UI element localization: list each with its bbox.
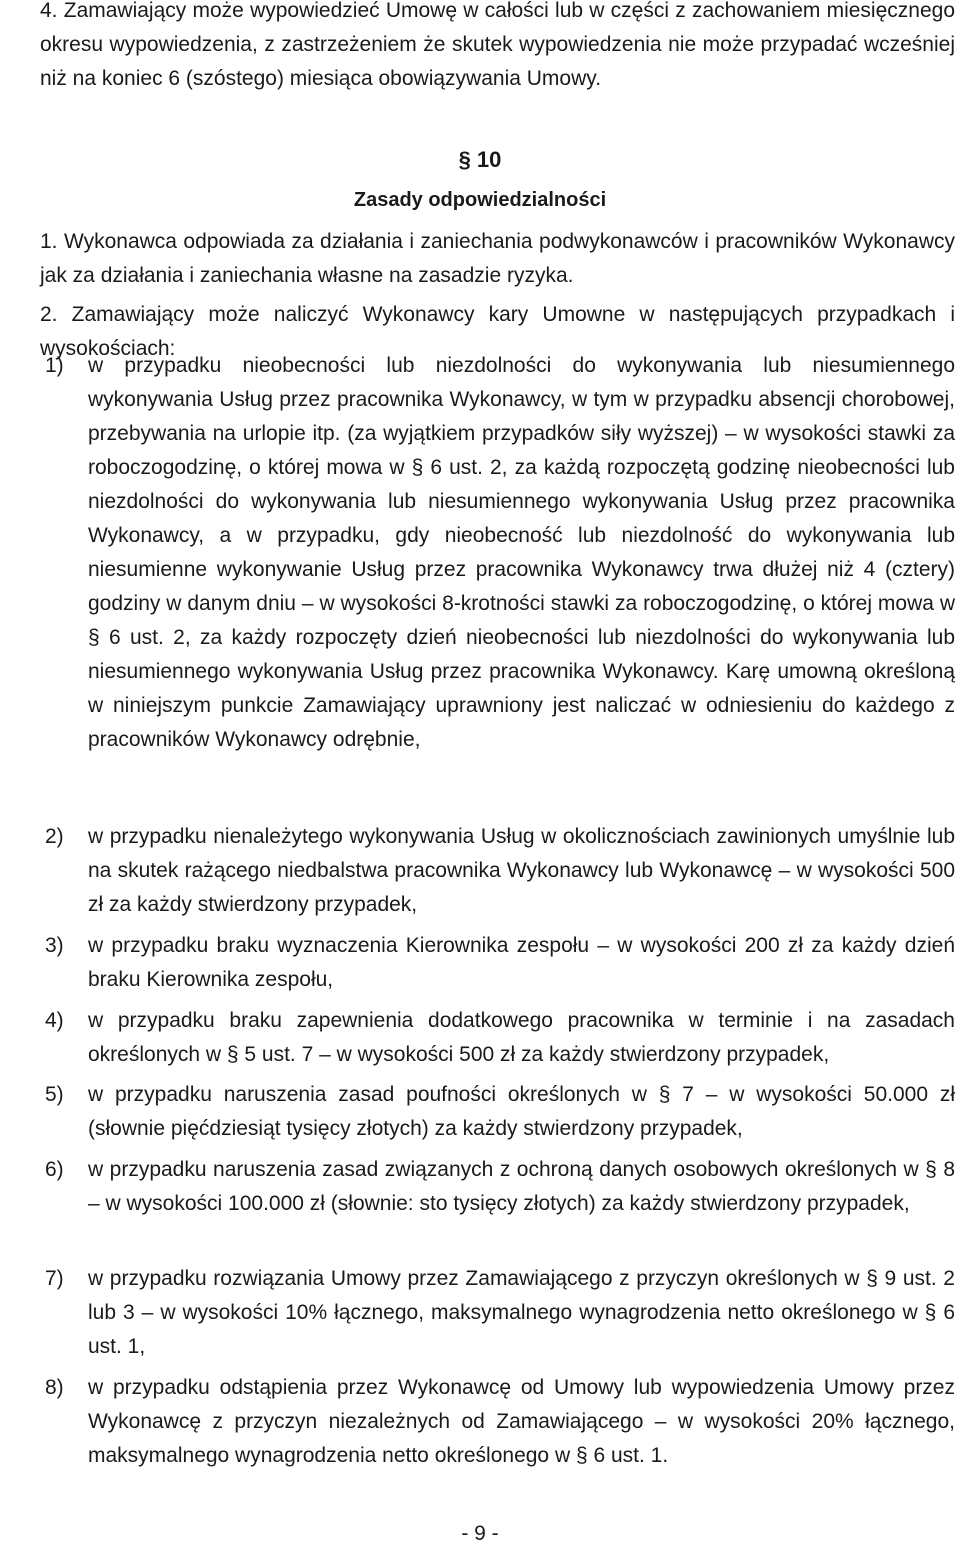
list-item-number: 5) — [45, 1083, 64, 1106]
list-item-text: w przypadku rozwiązania Umowy przez Zamawiającego z przyczyn określonych w § 9 ust. 2 lub 3 – w wysokości 10% łącznego, maksymalnego wynagrodzenia netto określonego w § 6 ust. 1, — [88, 1267, 955, 1358]
paragraph-2: 2. Zamawiający może naliczyć Wykonawcy kary Umowne w następujących przypadkach i wysokościach: — [40, 303, 955, 360]
section-number: § 10 — [458, 147, 502, 172]
page-number: - 9 - — [461, 1522, 499, 1545]
list-item-text: w przypadku odstąpienia przez Wykonawcę od Umowy lub wypowiedzenia Umowy przez Wykonawcę z przyczyn niezależnych od Zamawiającego – w wysokości 20% łącznego, maksymalnego wynagrodzenia netto określonego w § 6 ust. 1. — [88, 1376, 955, 1467]
list-item-text: w przypadku naruszenia zasad związanych z ochroną danych osobowych określonych w § 8 – w wysokości 100.000 zł (słownie: sto tysięcy złotych) za każdy stwierdzony przypadek, — [88, 1158, 955, 1215]
list-item-text: w przypadku braku wyznaczenia Kierownika zespołu – w wysokości 200 zł za każdy dzień braku Kierownika zespołu, — [88, 934, 955, 991]
list-item-number: 3) — [45, 934, 64, 957]
list-item-number: 4) — [45, 1009, 64, 1032]
list-item-text: w przypadku nieobecności lub niezdolności do wykonywania lub niesumiennego wykonywania Usług przez pracownika Wykonawcy, w tym w przypadku absencji chorobowej, przebywania na urlopie itp. (za wyjątkiem przypadków siły wyższej) – w wysokości stawki za roboczogodzinę, o której mowa w § 6 ust. 2, za każdą rozpoczętą godzinę nieobecności lub niezdolności do wykonywania lub niesumiennego wykonywania Usług przez pracownika Wykonawcy, a w przypadku, gdy nieobecność lub niezdolność do wykonywania lub niesumienne wykonywanie Usług przez pracownika Wykonawcy trwa dłużej niż 4 (cztery) godziny w danym dniu – w wysokości 8-krotności stawki za roboczogodzinę, o której mowa w § 6 ust. 2, za każdy rozpoczęty dzień nieobecności lub niezdolności do wykonywania lub niesumiennego wykonywania Usług przez pracownika Wykonawcy. Karę umowną określoną w niniejszym punkcie Zamawiający uprawniony jest naliczać w odniesieniu do każdego z pracowników Wykonawcy odrębnie, — [88, 354, 955, 751]
list-item-text: w przypadku nienależytego wykonywania Usług w okolicznościach zawinionych umyślnie lub na skutek rażącego niedbalstwa pracownika Wykonawcy lub Wykonawcę – w wysokości 500 zł za każdy stwierdzony przypadek, — [88, 825, 955, 916]
list-item-number: 6) — [45, 1158, 64, 1181]
paragraph-1: 1. Wykonawca odpowiada za działania i zaniechania podwykonawców i pracowników Wykonawcy jak za działania i zaniechania własne na zasadzie ryzyka. — [40, 230, 955, 287]
list-item-number: 2) — [45, 825, 64, 848]
list-item-number: 8) — [45, 1376, 64, 1399]
list-item-number: 7) — [45, 1267, 64, 1290]
list-item-text: w przypadku naruszenia zasad poufności określonych w § 7 – w wysokości 50.000 zł (słownie pięćdziesiąt tysięcy złotych) za każdy stwierdzony przypadek, — [88, 1083, 955, 1140]
section-title: Zasady odpowiedzialności — [353, 189, 607, 211]
list-item-number: 1) — [45, 354, 64, 377]
paragraph-4: 4. Zamawiający może wypowiedzieć Umowę w całości lub w części z zachowaniem miesięcznego okresu wypowiedzenia, z zastrzeżeniem że skutek wypowiedzenia nie może przypadać wcześniej niż na koniec 6 (szóstego) miesiąca obowiązywania Umowy. — [40, 0, 955, 90]
list-item-text: w przypadku braku zapewnienia dodatkowego pracownika w terminie i na zasadach określonych w § 5 ust. 7 – w wysokości 500 zł za każdy stwierdzony przypadek, — [88, 1009, 955, 1066]
